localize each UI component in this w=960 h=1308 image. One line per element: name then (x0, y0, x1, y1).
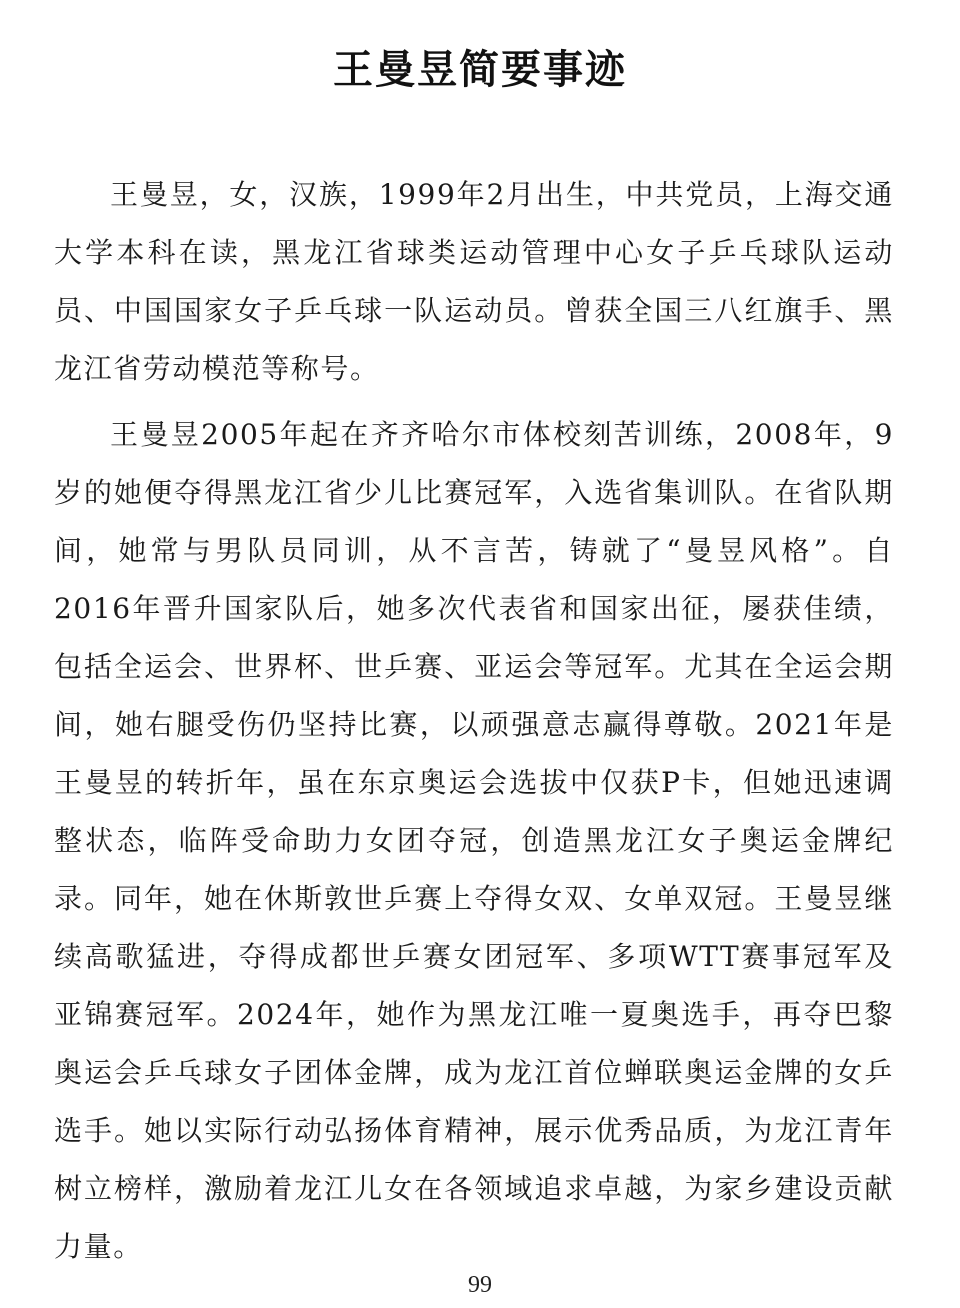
paragraph-career: 王曼昱2005年起在齐齐哈尔市体校刻苦训练，2008年，9岁的她便夺得黑龙江省少儿比赛冠军，入选省集训队。在省队期间，她常与男队员同训，从不言苦，铸就了“曼昱风格”。自2016年晋升国家队后，她多次代表省和国家出征，屡获佳绩，包括全运会、世界杯、世乒赛、亚运会等冠军。尤其在全运会期间，她右腿受伤仍坚持比赛，以顽强意志赢得尊敬。2021年是王曼昱的转折年，虽在东京奥运会选拔中仅获P卡，但她迅速调整状态，临阵受命助力女团夺冠，创造黑龙江女子奥运金牌纪录。同年，她在休斯敦世乒赛上夺得女双、女单双冠。王曼昱继续高歌猛进，夺得成都世乒赛女团冠军、多项WTT赛事冠军及亚锦赛冠军。2024年，她作为黑龙江唯一夏奥选手，再夺巴黎奥运会乒乓球女子团体金牌，成为龙江首位蝉联奥运金牌的女乒选手。她以实际行动弘扬体育精神，展示优秀品质，为龙江青年树立榜样，激励着龙江儿女在各领域追求卓越，为家乡建设贡献力量。 (54, 418, 894, 1263)
paragraph-intro: 王曼昱，女，汉族，1999年2月出生，中共党员，上海交通大学本科在读，黑龙江省球类运动管理中心女子乒乓球队运动员、中国国家女子乒乓球一队运动员。曾获全国三八红旗手、黑龙江省劳动模范等称号。 (54, 178, 894, 385)
body-text (54, 166, 894, 1284)
page-number: 99 (468, 1272, 492, 1298)
page-title: 王曼昱简要事迹 (333, 47, 627, 93)
